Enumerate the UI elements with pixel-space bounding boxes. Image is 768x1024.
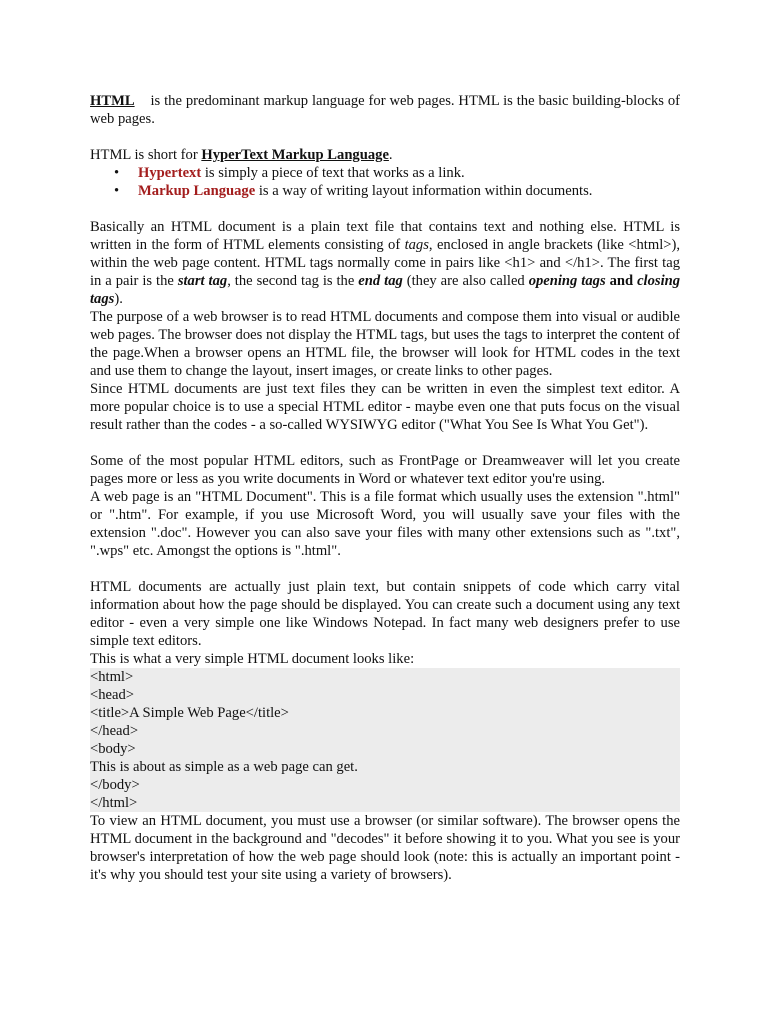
document-page bbox=[90, 92, 680, 884]
basic-paragraph: Basically an HTML document is a plain text file that contains text and nothing else. HTML is written in the form of HTML elements consisting of tags, enclosed in angle brackets (like <html>), within the web page content. HTML tags normally come in pairs like <h1> and </h1>. The first tag in a pair is the start tag, the second tag is the end tag (they are also called opening tags and closing tags). bbox=[90, 219, 681, 307]
intro-text: is the predominant markup language for web pages. HTML is the basic building-blocks of web pages. bbox=[90, 93, 680, 127]
code-line: </body> bbox=[90, 777, 140, 793]
code-line: This is about as simple as a web page can get. bbox=[90, 759, 358, 775]
html-document-paragraph: A web page is an "HTML Document". This is a file format which usually uses the extension ".html" or ".htm". For example, if you use Microsoft Word, you will usually save your files with the extension ".doc". However you can also save your files with many other extensions such as ".txt", ".wps" etc. Amongst the options is ".html". bbox=[90, 489, 680, 559]
bullet-icon: • bbox=[114, 165, 120, 181]
browser-paragraph: The purpose of a web browser is to read HTML documents and compose them into visual or audible web pages. The browser does not display the HTML tags, but uses the tags to interpret the content of the page.When a browser opens an HTML file, the browser will look for HTML codes in the text and use them to change the layout, insert images, or create links to other pages. bbox=[90, 309, 680, 379]
markup-language-term: Markup Language bbox=[138, 183, 256, 199]
editor-paragraph: Since HTML documents are just text files they can be written in even the simplest text editor. A more popular choice is to use a special HTML editor - maybe even one that puts focus on the visual result rather than the codes - a so-called WYSIWYG editor ("What You See Is What You Get"). bbox=[90, 381, 680, 433]
hypertext-markup-language-term: HyperText Markup Language bbox=[201, 147, 389, 163]
intro-paragraph bbox=[90, 92, 680, 128]
code-line: <head> bbox=[90, 687, 135, 703]
bullet-icon: • bbox=[114, 183, 120, 199]
list-item: • Markup Language is a way of writing layout information within documents. bbox=[114, 183, 593, 199]
popular-editors-paragraph: Some of the most popular HTML editors, such as FrontPage or Dreamweaver will let you create pages more or less as you write documents in Word or whatever text editor you're using. bbox=[90, 453, 680, 487]
code-line: </head> bbox=[90, 723, 139, 739]
simple-document-intro: This is what a very simple HTML document looks like: bbox=[90, 651, 415, 667]
code-sample bbox=[90, 668, 680, 812]
code-line: </html> bbox=[90, 795, 138, 811]
hypertext-term: Hypertext bbox=[138, 165, 202, 181]
html-term: HTML bbox=[90, 93, 135, 109]
list-item: • Hypertext is simply a piece of text that works as a link. bbox=[114, 165, 465, 181]
code-line: <body> bbox=[90, 741, 136, 757]
code-line: <title>A Simple Web Page</title> bbox=[90, 705, 289, 721]
view-document-paragraph: To view an HTML document, you must use a browser (or similar software). The browser opens the HTML document in the background and "decodes" it before showing it to you. What you see is your browser's interpretation of how the web page should look (note: this is actually an important point - it's why you should test your site using a variety of browsers). bbox=[90, 813, 680, 883]
code-line: <html> bbox=[90, 669, 134, 685]
definition-list bbox=[90, 164, 680, 200]
plain-text-paragraph: HTML documents are actually just plain text, but contain snippets of code which carry vital information about how the page should be displayed. You can create such a document using any text editor - even a very simple one like Windows Notepad. In fact many web designers prefer to use simple text editors. bbox=[90, 579, 680, 649]
short-for-line: HTML is short for HyperText Markup Language. bbox=[90, 147, 393, 163]
